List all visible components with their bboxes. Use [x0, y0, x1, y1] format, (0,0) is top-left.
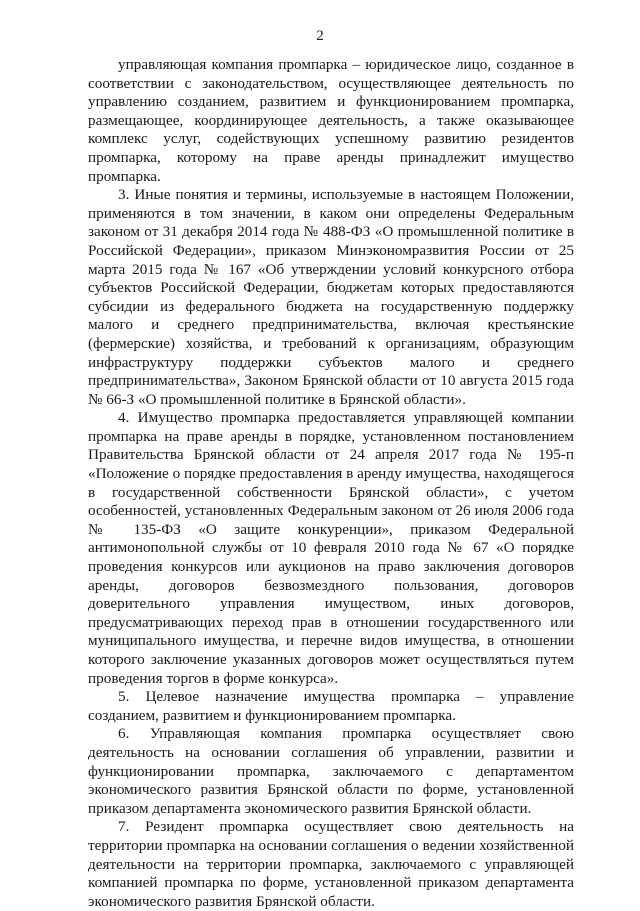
paragraph-6-management-activity: 6. Управляющая компания промпарка осуществляет свою деятельность на основании соглашения об управлении, развитии и функционировании промпарка, заключаемого с департаментом экономического развития Брянской области по форме, установленной приказом департамента экономического развития Брянской области.: [88, 725, 574, 817]
paragraph-definition-management-company: управляющая компания промпарка – юридическое лицо, созданное в соответствии с законодательством, осуществляющее деятельность по управлению созданием, развитием и функционированием промпарка, размещающее, координирующее деятельность, а также оказывающее комплекс услуг, содействующих успешному развитию резидентов промпарка, которому на праве аренды принадлежит имущество промпарка.: [88, 56, 574, 185]
paragraph-7-resident-activity: 7. Резидент промпарка осуществляет свою деятельность на территории промпарка на основании соглашения о ведении хозяйственной деятельности на территории промпарка, заключаемого с управляющей компанией промпарка по форме, установленной приказом департамента экономического развития Брянской области.: [88, 818, 574, 910]
paragraph-4-property-lease: 4. Имущество промпарка предоставляется управляющей компании промпарка на праве аренды в порядке, установленном постановлением Правительства Брянской области от 24 апреля 2017 года № 195-п «Положение о порядке предоставления в аренду имущества, находящегося в государственной собственности Брянской области», с учетом особенностей, установленных Федеральным законом от 26 июля 2006 года № 135-ФЗ «О защите конкуренции», приказом Федеральной антимонопольной службы от 10 февраля 2010 года № 67 «О порядке проведения конкурсов или аукционов на право заключения договоров аренды, договоров безвозмездного пользования, договоров доверительного управления имуществом, иных договоров, предусматривающих переход прав в отношении государственного или муниципального имущества, и перечне видов имущества, в отношении которого заключение указанных договоров может осуществляться путем проведения торгов в форме конкурса».: [88, 409, 574, 687]
page-number: 2: [316, 28, 324, 44]
document-body: [88, 56, 574, 911]
paragraph-3-terms: 3. Иные понятия и термины, используемые в настоящем Положении, применяются в том значении, в каком они определены Федеральным законом от 31 декабря 2014 года № 488-ФЗ «О промышленной политике в Российской Федерации», приказом Минэкономразвития России от 25 марта 2015 года № 167 «Об утверждении условий конкурсного отбора субъектов Российской Федерации, бюджетам которых предоставляются субсидии из федерального бюджета на государственную поддержку малого и среднего предпринимательства, включая крестьянские (фермерские) хозяйства, и требований к организациям, образующим инфраструктуру поддержки субъектов малого и среднего предпринимательства», Законом Брянской области от 10 августа 2015 года № 66-З «О промышленной политике в Брянской области».: [88, 186, 574, 408]
paragraph-5-purpose: 5. Целевое назначение имущества промпарка – управление созданием, развитием и функционированием промпарка.: [88, 688, 574, 724]
